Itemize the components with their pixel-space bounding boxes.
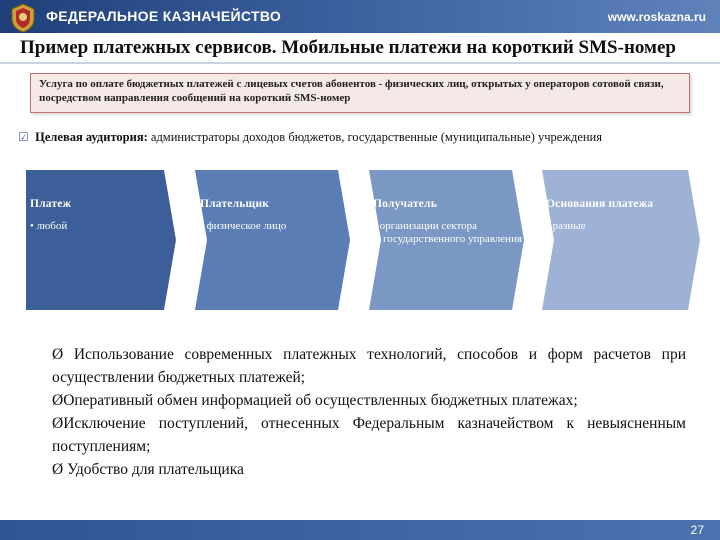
card-heading: Основания платежа bbox=[546, 198, 654, 210]
card-recipient bbox=[373, 198, 523, 246]
card-payer bbox=[200, 198, 350, 233]
target-audience bbox=[18, 130, 602, 145]
benefit-item: ØОперативный обмен информацией об осуществленных бюджетных платежах; bbox=[52, 392, 578, 409]
audience-text: администраторы доходов бюджетов, государственные (муниципальные) учреждения bbox=[147, 130, 602, 144]
benefit-item: ØИсключение поступлений, отнесенных Федеральным казначейством к невыясненным поступлениям; bbox=[52, 415, 686, 455]
page-number: 27 bbox=[690, 523, 704, 537]
brand-name: ФЕДЕРАЛЬНОЕ КАЗНАЧЕЙСТВО bbox=[46, 8, 282, 24]
service-description-box: Услуга по оплате бюджетных платежей с лицевых счетов абонентов - физических лиц, открытых у операторов сотовой связи, посредством направления сообщений на короткий SMS-номер bbox=[30, 73, 690, 113]
header-bar bbox=[0, 0, 720, 33]
card-basis bbox=[546, 198, 696, 233]
card-item: • физическое лицо bbox=[200, 220, 287, 232]
benefits-list bbox=[52, 343, 686, 481]
card-item: • любой bbox=[30, 220, 68, 232]
arrow-shape-basis bbox=[542, 170, 700, 310]
card-heading: Плательщик bbox=[200, 198, 270, 210]
card-item: • разные bbox=[546, 220, 586, 232]
checkbox-icon: ☑ bbox=[18, 130, 29, 144]
website-link[interactable]: www.roskazna.ru bbox=[607, 10, 706, 24]
arrow-shape-payment bbox=[26, 170, 176, 310]
audience-label: Целевая аудитория: bbox=[35, 130, 148, 144]
card-item: • организации сектора государственного управления bbox=[373, 220, 523, 245]
benefit-item: Ø Использование современных платежных технологий, способов и форм расчетов при осуществлении бюджетных платежей; bbox=[52, 346, 686, 386]
double-headed-eagle-emblem-icon bbox=[8, 2, 38, 34]
page-title: Пример платежных сервисов. Мобильные платежи на короткий SMS-номер bbox=[20, 37, 676, 58]
process-arrows bbox=[26, 170, 716, 310]
card-heading: Получатель bbox=[373, 198, 437, 210]
card-payment bbox=[30, 198, 180, 233]
footer-bar bbox=[0, 520, 720, 540]
title-divider bbox=[0, 62, 720, 64]
benefit-item: Ø Удобство для плательщика bbox=[52, 461, 244, 478]
card-heading: Платеж bbox=[30, 198, 72, 210]
arrow-shape-payer bbox=[195, 170, 350, 310]
